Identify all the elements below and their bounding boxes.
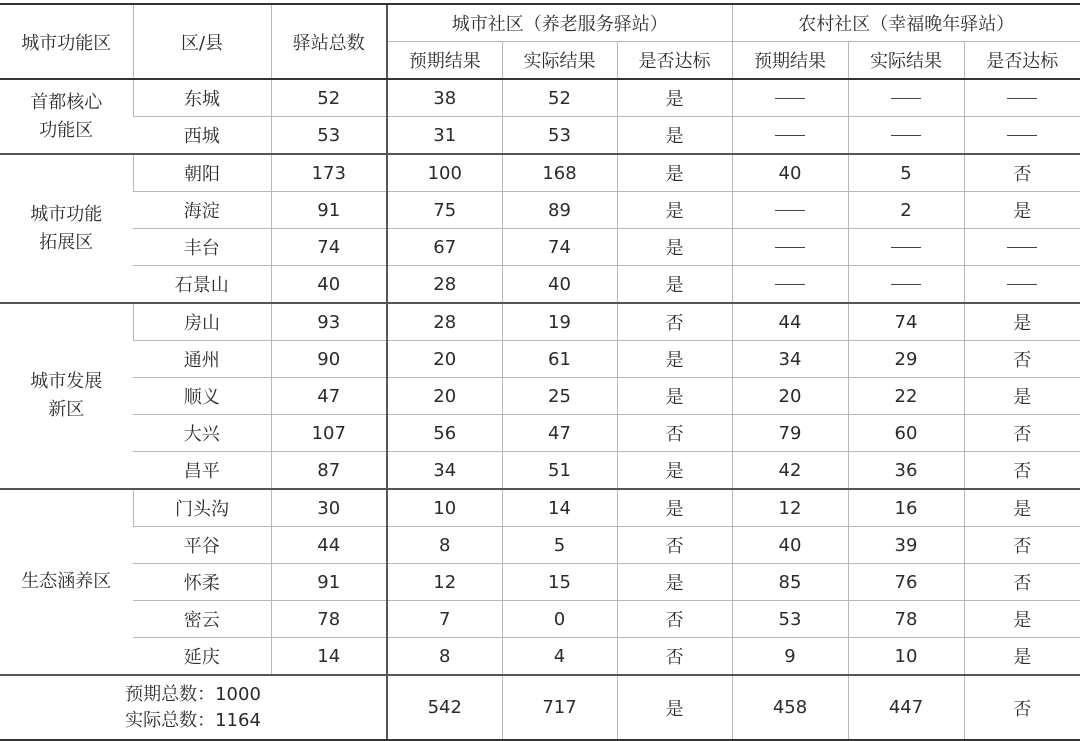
header-rural-group: 农村社区（幸福晚年驿站） [732, 4, 1080, 42]
cell-urban-expected: 7 [387, 601, 502, 638]
cell-rural-expected: 42 [732, 452, 848, 490]
cell-urban-expected: 34 [387, 452, 502, 490]
area-group-label-line: 城市功能 [30, 203, 103, 225]
cell-urban-met: 否 [617, 303, 732, 341]
em-dash-icon [1007, 135, 1037, 136]
cell-rural-expected [732, 79, 848, 117]
cell-total: 78 [271, 601, 387, 638]
header-rural-expected: 预期结果 [732, 42, 848, 80]
cell-rural-actual [848, 266, 964, 304]
actual-total-label: 实际总数：1164 [125, 709, 261, 731]
table-container [0, 3, 1080, 741]
table-row [0, 341, 1080, 378]
em-dash-icon [891, 135, 921, 136]
cell-rural-actual: 5 [848, 154, 964, 192]
cell-urban-expected: 67 [387, 229, 502, 266]
cell-urban-met: 是 [617, 266, 732, 304]
area-group-label-line: 新区 [48, 399, 85, 420]
cell-rural-actual: 22 [848, 378, 964, 415]
area-group-cell [0, 489, 133, 675]
cell-urban-expected: 56 [387, 415, 502, 452]
cell-rural-met: 是 [964, 303, 1080, 341]
cell-district: 西城 [133, 117, 271, 155]
cell-urban-actual: 74 [502, 229, 617, 266]
cell-urban-expected: 8 [387, 638, 502, 676]
area-group-cell [0, 154, 133, 303]
area-group-label-line: 功能区 [39, 119, 94, 141]
cell-rural-expected: 79 [732, 415, 848, 452]
cell-total: 52 [271, 79, 387, 117]
table-row [0, 303, 1080, 341]
cell-urban-actual: 61 [502, 341, 617, 378]
totals-rural-expected: 458 [732, 675, 848, 740]
cell-district: 石景山 [133, 266, 271, 304]
em-dash-icon [1007, 284, 1037, 285]
cell-total: 91 [271, 192, 387, 229]
cell-district: 海淀 [133, 192, 271, 229]
header-area: 城市功能区 [0, 4, 133, 79]
cell-urban-met: 是 [617, 79, 732, 117]
cell-urban-expected: 20 [387, 341, 502, 378]
cell-district: 怀柔 [133, 564, 271, 601]
cell-rural-met [964, 117, 1080, 155]
cell-urban-expected: 31 [387, 117, 502, 155]
cell-rural-met: 否 [964, 564, 1080, 601]
cell-total: 93 [271, 303, 387, 341]
cell-district: 丰台 [133, 229, 271, 266]
totals-rural-met: 否 [964, 675, 1080, 740]
em-dash-icon [891, 247, 921, 248]
header-urban-met: 是否达标 [617, 42, 732, 80]
area-group-cell [0, 303, 133, 489]
cell-rural-actual: 36 [848, 452, 964, 490]
cell-urban-expected: 12 [387, 564, 502, 601]
cell-urban-met: 是 [617, 452, 732, 490]
cell-urban-actual: 0 [502, 601, 617, 638]
cell-rural-expected: 53 [732, 601, 848, 638]
cell-rural-expected: 20 [732, 378, 848, 415]
area-group-label-line: 生态涵养区 [21, 571, 112, 592]
header-urban-actual: 实际结果 [502, 42, 617, 80]
cell-rural-actual: 16 [848, 489, 964, 527]
cell-district: 门头沟 [133, 489, 271, 527]
cell-urban-expected: 100 [387, 154, 502, 192]
cell-urban-met: 是 [617, 117, 732, 155]
cell-rural-met: 否 [964, 415, 1080, 452]
cell-district: 顺义 [133, 378, 271, 415]
em-dash-icon [891, 284, 921, 285]
cell-district: 朝阳 [133, 154, 271, 192]
table-row [0, 154, 1080, 192]
em-dash-icon [1007, 247, 1037, 248]
cell-district: 昌平 [133, 452, 271, 490]
table-row [0, 415, 1080, 452]
em-dash-icon [775, 210, 805, 211]
header-rural-actual: 实际结果 [848, 42, 964, 80]
cell-rural-actual: 39 [848, 527, 964, 564]
table-row [0, 638, 1080, 676]
header-rural-met: 是否达标 [964, 42, 1080, 80]
cell-district: 大兴 [133, 415, 271, 452]
cell-total: 91 [271, 564, 387, 601]
cell-rural-met [964, 79, 1080, 117]
header-district: 区/县 [133, 4, 271, 79]
cell-district: 平谷 [133, 527, 271, 564]
cell-urban-actual: 52 [502, 79, 617, 117]
totals-urban-actual: 717 [502, 675, 617, 740]
header-total: 驿站总数 [271, 4, 387, 79]
cell-urban-met: 否 [617, 527, 732, 564]
cell-rural-met: 否 [964, 154, 1080, 192]
table-row [0, 601, 1080, 638]
cell-total: 90 [271, 341, 387, 378]
em-dash-icon [1007, 98, 1037, 99]
cell-urban-expected: 20 [387, 378, 502, 415]
cell-urban-expected: 38 [387, 79, 502, 117]
cell-total: 87 [271, 452, 387, 490]
totals-rural-actual: 447 [848, 675, 964, 740]
header-urban-group: 城市社区（养老服务驿站） [387, 4, 732, 42]
area-group-label-line: 城市发展 [30, 371, 103, 392]
cell-urban-actual: 168 [502, 154, 617, 192]
totals-row [0, 675, 1080, 740]
cell-total: 107 [271, 415, 387, 452]
table-body [0, 79, 1080, 675]
cell-rural-actual: 29 [848, 341, 964, 378]
cell-urban-actual: 19 [502, 303, 617, 341]
cell-rural-expected: 9 [732, 638, 848, 676]
cell-urban-actual: 15 [502, 564, 617, 601]
area-group-label-line: 首都核心 [30, 91, 103, 113]
cell-rural-met: 是 [964, 638, 1080, 676]
cell-urban-actual: 14 [502, 489, 617, 527]
cell-urban-expected: 75 [387, 192, 502, 229]
cell-rural-met: 否 [964, 341, 1080, 378]
header-urban-expected: 预期结果 [387, 42, 502, 80]
cell-urban-met: 是 [617, 154, 732, 192]
table-row [0, 378, 1080, 415]
cell-rural-expected [732, 117, 848, 155]
cell-rural-met [964, 229, 1080, 266]
cell-total: 14 [271, 638, 387, 676]
cell-urban-met: 否 [617, 638, 732, 676]
em-dash-icon [775, 247, 805, 248]
cell-rural-expected: 40 [732, 154, 848, 192]
em-dash-icon [775, 135, 805, 136]
cell-total: 40 [271, 266, 387, 304]
cell-urban-met: 是 [617, 489, 732, 527]
cell-urban-met: 是 [617, 192, 732, 229]
cell-total: 44 [271, 527, 387, 564]
cell-rural-actual: 76 [848, 564, 964, 601]
cell-rural-met: 是 [964, 192, 1080, 229]
em-dash-icon [891, 98, 921, 99]
cell-urban-actual: 51 [502, 452, 617, 490]
cell-urban-met: 是 [617, 564, 732, 601]
totals-urban-met: 是 [617, 675, 732, 740]
cell-rural-expected: 44 [732, 303, 848, 341]
cell-rural-expected: 40 [732, 527, 848, 564]
cell-district: 延庆 [133, 638, 271, 676]
table-row [0, 229, 1080, 266]
cell-urban-expected: 28 [387, 266, 502, 304]
cell-rural-actual: 60 [848, 415, 964, 452]
cell-rural-expected [732, 266, 848, 304]
cell-rural-actual: 74 [848, 303, 964, 341]
cell-urban-actual: 25 [502, 378, 617, 415]
cell-urban-met: 是 [617, 229, 732, 266]
cell-urban-actual: 53 [502, 117, 617, 155]
cell-urban-actual: 47 [502, 415, 617, 452]
table-row [0, 79, 1080, 117]
header-row-1 [0, 4, 1080, 42]
cell-total: 30 [271, 489, 387, 527]
cell-rural-actual [848, 79, 964, 117]
table-row [0, 452, 1080, 490]
cell-rural-actual: 78 [848, 601, 964, 638]
cell-rural-met [964, 266, 1080, 304]
totals-label-cell [0, 675, 387, 740]
cell-district: 通州 [133, 341, 271, 378]
cell-urban-expected: 28 [387, 303, 502, 341]
cell-rural-expected: 85 [732, 564, 848, 601]
table-row [0, 192, 1080, 229]
cell-rural-expected [732, 192, 848, 229]
cell-rural-met: 否 [964, 452, 1080, 490]
cell-total: 47 [271, 378, 387, 415]
cell-urban-actual: 89 [502, 192, 617, 229]
cell-rural-met: 是 [964, 378, 1080, 415]
cell-urban-actual: 5 [502, 527, 617, 564]
cell-urban-actual: 4 [502, 638, 617, 676]
cell-urban-met: 否 [617, 415, 732, 452]
area-group-label-line: 拓展区 [39, 231, 94, 253]
area-group-cell [0, 79, 133, 154]
cell-urban-expected: 10 [387, 489, 502, 527]
cell-district: 密云 [133, 601, 271, 638]
table-row [0, 564, 1080, 601]
cell-rural-actual [848, 229, 964, 266]
em-dash-icon [775, 284, 805, 285]
cell-rural-actual: 10 [848, 638, 964, 676]
cell-total: 74 [271, 229, 387, 266]
cell-urban-met: 否 [617, 601, 732, 638]
totals-urban-expected: 542 [387, 675, 502, 740]
table-row [0, 527, 1080, 564]
table-row [0, 117, 1080, 155]
cell-district: 房山 [133, 303, 271, 341]
table-row [0, 266, 1080, 304]
em-dash-icon [775, 98, 805, 99]
cell-rural-met: 是 [964, 601, 1080, 638]
elderly-station-table [0, 3, 1080, 741]
cell-rural-met: 否 [964, 527, 1080, 564]
cell-rural-expected: 34 [732, 341, 848, 378]
cell-total: 53 [271, 117, 387, 155]
table-row [0, 489, 1080, 527]
cell-rural-actual [848, 117, 964, 155]
expected-total-label: 预期总数：1000 [125, 683, 261, 705]
cell-urban-actual: 40 [502, 266, 617, 304]
cell-district: 东城 [133, 79, 271, 117]
cell-rural-expected [732, 229, 848, 266]
cell-total: 173 [271, 154, 387, 192]
cell-urban-expected: 8 [387, 527, 502, 564]
cell-rural-met: 是 [964, 489, 1080, 527]
cell-urban-met: 是 [617, 341, 732, 378]
cell-rural-actual: 2 [848, 192, 964, 229]
cell-urban-met: 是 [617, 378, 732, 415]
cell-rural-expected: 12 [732, 489, 848, 527]
